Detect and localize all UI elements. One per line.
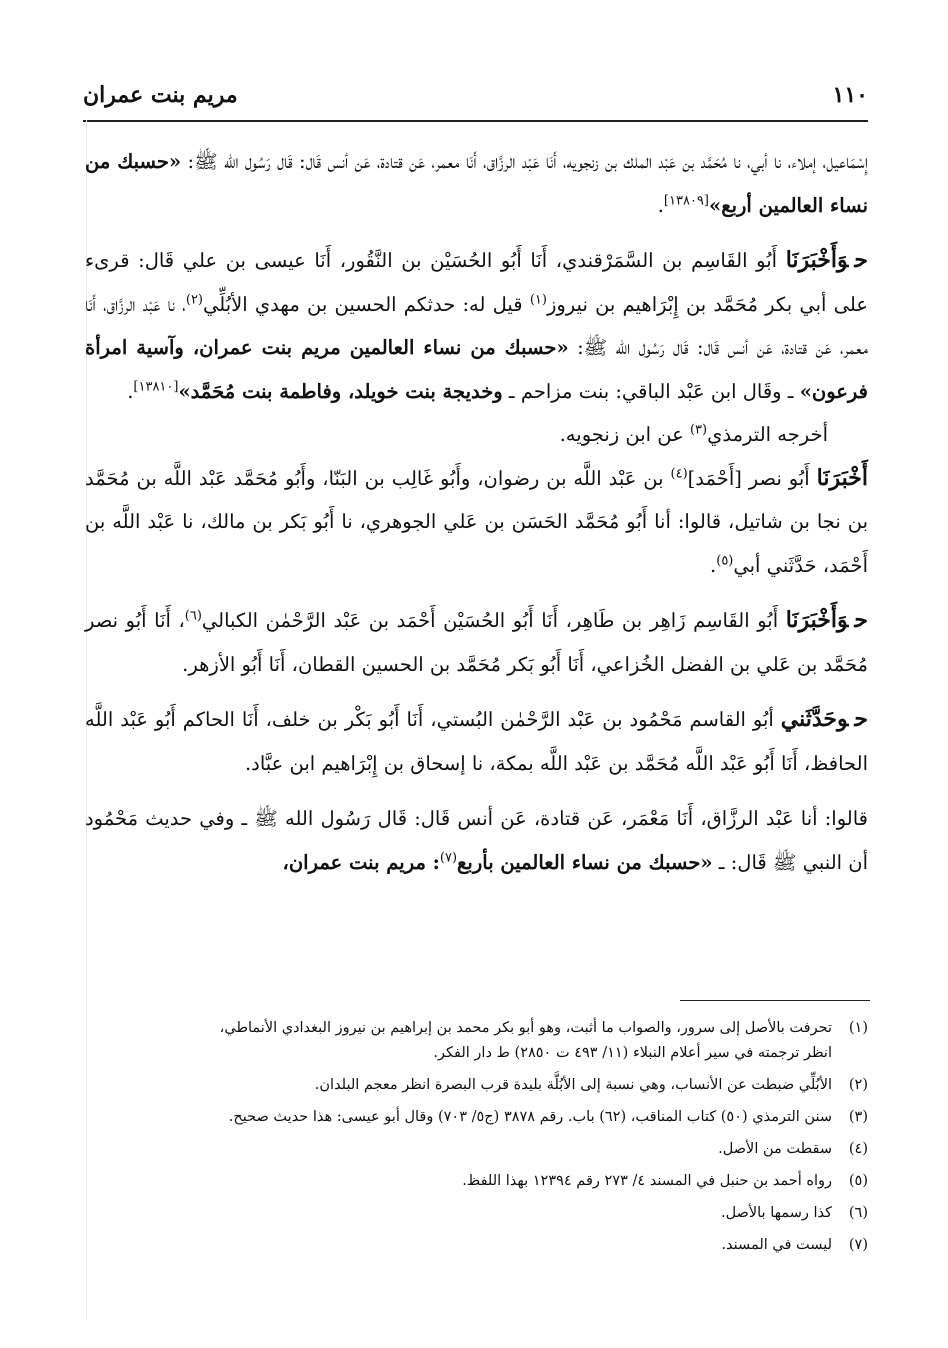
text-span: ، نا عَبْد الرزَّاق، أَنَا معمر، عَن قتادة، عَن أنس قَال: قَال رَسُول الله ﷺ: [85,292,868,359]
text-span: إِسْمَاعيل، إملاء، نا أبي، نا مُحَمَّد بن عَبْد الملك بن زنجويه، أَنَا عَبْد الرزَّاق، أَنَا معمر، عَن [409,150,868,173]
text-span: قتادة، عَن أنس قَال: قَال رَسُول الله ﷺ: [181,150,403,173]
text-span: أَبُو القَاسِم بن السَّمَرْقندي، أَنَا أَبُو الحُسَيْن بن النَّقُور، أَنَا عيسى بن علي قَال: قرىء على أبي بكر مُحَمَّد بن إِبْرَاهيم بن نيروز [85,249,868,316]
keyword: وحَدَّثَني [780,706,849,732]
isnad-marker: ح [854,247,868,273]
footnote-number: (٤) [848,1141,868,1157]
footnote-ref: (٥) [716,553,734,568]
footnote-rule [680,1000,870,1001]
footnote-ref: (٣) [689,422,708,438]
footnote-number: (٢) [848,1077,868,1093]
text-span: بن عَبْد اللَّه بن رضوان، وأَبُو غَالِب بن البَنّا، وأَبُو مُحَمَّد عَبْد اللَّه بن مُحَمَّد بن نجا بن شاتيل، قالوا: أنا أَبُو مُحَمَّد الحَسَن بن عَلي الجوهري، نا أَبُو بَكر بن مالك، نا عَبْد اللَّه بن أَحْمَد، حَدَّثَني أبي [85,466,868,577]
footnote-ref: (٢) [185,292,203,307]
footnote-item [85,1073,868,1098]
text-span: ، أَنَا أَبُو نصر مُحَمَّد بن عَلي بن الفضل الخُزاعي، أَنَا أَبُو بَكر مُحَمَّد بن الحسين القطان، أَنَا أَبُو الأزهر. [85,609,868,676]
footnote-text: سقطت من الأصل. [718,1141,832,1157]
footnote-number: (٦) [848,1205,868,1221]
footnote-text: سنن الترمذي (٥٠) كتاب المناقب، (٦٢) باب. رقم ٣٨٧٨ (ج٥/ ٧٠٣) وقال أبو عيسى: هذا حديث صحيح. [228,1109,832,1125]
footnote-number: (٣) [848,1109,868,1125]
paragraph-3 [85,413,868,457]
header-rule [83,120,868,122]
text-span: قيل له: حدثكم الحسين بن مهدي الأبُلِّي [203,292,523,316]
text-span: أخرجه الترمذي [707,423,828,446]
text-span: ـ وقَال ابن عَبْد الباقي: بنت مزاحم ـ [502,379,800,403]
paragraph-5 [85,599,868,686]
footnote-number: (٧) [848,1237,868,1253]
main-text [85,140,868,884]
text-span: عن ابن زنجويه. [559,423,690,446]
page-header [83,78,868,118]
keyword: وَأَخْبَرَنَا [785,247,849,273]
isnad-marker: ح [854,706,868,732]
hadith-text: «حسبك من نساء العالمين بأربع [457,850,713,874]
text-span: قالوا: أنا عَبْد الرزَّاق، أَنَا مَعْمَر، عَن قتادة، عَن أنس قَال: قَال رَسُول الله ﷺ ـ وفي حديث مَحْمُود أن النبي ﷺ قَال: ـ [85,807,868,874]
hadith-text: وخديجة بنت خويلد، وفاطمة بنت مُحَمَّد» [178,379,503,403]
footnote-line: تحرفت بالأصل إلى سرور، والصواب ما أثبت، وهو أبو بكر محمد بن إبراهيم بن نيروز البغدادي الأنماطي، [219,1020,832,1036]
text-span: أَبُو القَاسِم زَاهِر بن طَاهِر، أَنَا أَبُو الحُسَيْن أَحْمَد بن عَبْد الرَّحْمٰن الكبالي [201,609,779,632]
footnote-ref: (٧) [439,850,458,865]
paragraph-2: حوَأَخْبَرَنَا أَبُو القَاسِم بن السَّمَرْقندي، أَنَا أَبُو الحُسَيْن بن النَّقُور، أَنَا عيسى بن علي قَال: قرىء على أبي بكر مُحَمَّد بن إِبْرَاهيم بن نيروز$^{(١)}$ قيل له: حدثكم الحسين بن مهدي الأبُلِّي$^{(٢)}$، نا عَبْد الرزَّاق، أَنَا معمر، عَن قتادة، عَن أنس قَال: قَال رَسُول الله ﷺ: «حسبك من نساء العالمين مريم بنت عمران، وآسية امرأة فرعون» ـ وقَال ابن عَبْد الباقي: بنت مزاحم ـ وخديجة بنت خويلد، وفاطمة بنت مُحَمَّد»[١٣٨١٠]. [85,247,868,403]
footnote-ref: (١) [529,292,547,307]
paragraph-4: أَخْبَرَنَا أَبُو نصر [أَحْمَد]$^{(٤)}$ بن عَبْد اللَّه بن رضوان، وأَبُو غَالِب بن البَنّا، وأَبُو مُحَمَّد عَبْد اللَّه بن مُحَمَّد بن نجا بن شاتيل، قالوا: أنا أَبُو مُحَمَّد الحَسَن بن عَلي الجوهري، نا أَبُو بَكر بن مالك، نا عَبْد اللَّه بن أَحْمَد، حَدَّثَني أبي$^{(٥)}$. [85,464,868,577]
hadith-text: «حسبك من نساء العالمين أربع» [85,150,868,217]
text-span: أبُو القاسم مَحْمُود بن عَبْد الرَّحْمٰن البُستي، أَنَا أَبُو بَكْر بن خلف، أَنَا الحاكم أَبُو عَبْد اللَّه الحافظ، أَنَا أَبُو عَبْد اللَّه مُحَمَّد بن عَبْد اللَّه بمكة، نا إسحاق بن إِبْرَاهيم ابن عبَّاد. [85,708,868,775]
footnote-number: (١) [848,1020,868,1036]
footnote-line: انظر ترجمته في سير أعلام النبلاء (١١/ ٤٩٣ ت ٢٨٥٠) ط دار الفكر. [433,1045,832,1061]
footnote-ref: (٤) [670,466,688,481]
footnote-item [85,1137,868,1162]
hadith-text: «حسبك من نساء العالمين مريم بنت عمران، وآسية امرأة فرعون» [85,336,868,403]
footnote-item [85,1169,868,1194]
page-number: ١١٠ [832,82,868,108]
footnote-ref: (٦) [184,608,202,624]
footnote-text: ليست في المسند. [721,1237,832,1253]
isnad-marker: ح [854,607,868,633]
footnotes [85,1016,868,1265]
keyword: أَخْبَرَنَا [816,464,868,491]
reference-number: [١٣٨٠٩] [663,193,709,208]
footnote-item [85,1105,868,1130]
text-span: أَبُو نصر [أَحْمَد] [687,466,810,490]
running-title: مريم بنت عمران [83,82,238,108]
footnote-item [85,1233,868,1258]
footnote-item [85,1016,868,1066]
reference-number: [١٣٨١٠] [133,379,179,394]
footnote-item [85,1201,868,1226]
footnote-text: كذا رسمها بالأصل. [720,1205,832,1221]
footnote-text [85,1016,832,1066]
keyword: وَأَخْبَرَنَا [785,607,849,633]
paragraph-6 [85,698,868,785]
paragraph-1: إِسْمَاعيل، إملاء، نا أبي، نا مُحَمَّد بن عَبْد الملك بن زنجويه، أَنَا عَبْد الرزَّاق، أَنَا معمر، عَن قتادة، عَن أنس قَال: قَال رَسُول الله ﷺ: «حسبك من نساء العالمين أربع»[١٣٨٠٩]. [85,150,868,217]
footnote-number: (٥) [848,1173,868,1189]
footnote-text: رواه أحمد بن حنبل في المسند ٤/ ٢٧٣ رقم ١٢٣٩٤ بهذا اللفظ. [462,1173,832,1189]
footnote-text: الأبُلِّي ضبطت عن الأنساب، وهي نسبة إلى الأبُلَّة بليدة قرب البصرة انظر معجم البلدان. [314,1077,832,1093]
paragraph-7 [85,797,868,884]
hadith-text: : مريم بنت عمران، [282,850,440,874]
